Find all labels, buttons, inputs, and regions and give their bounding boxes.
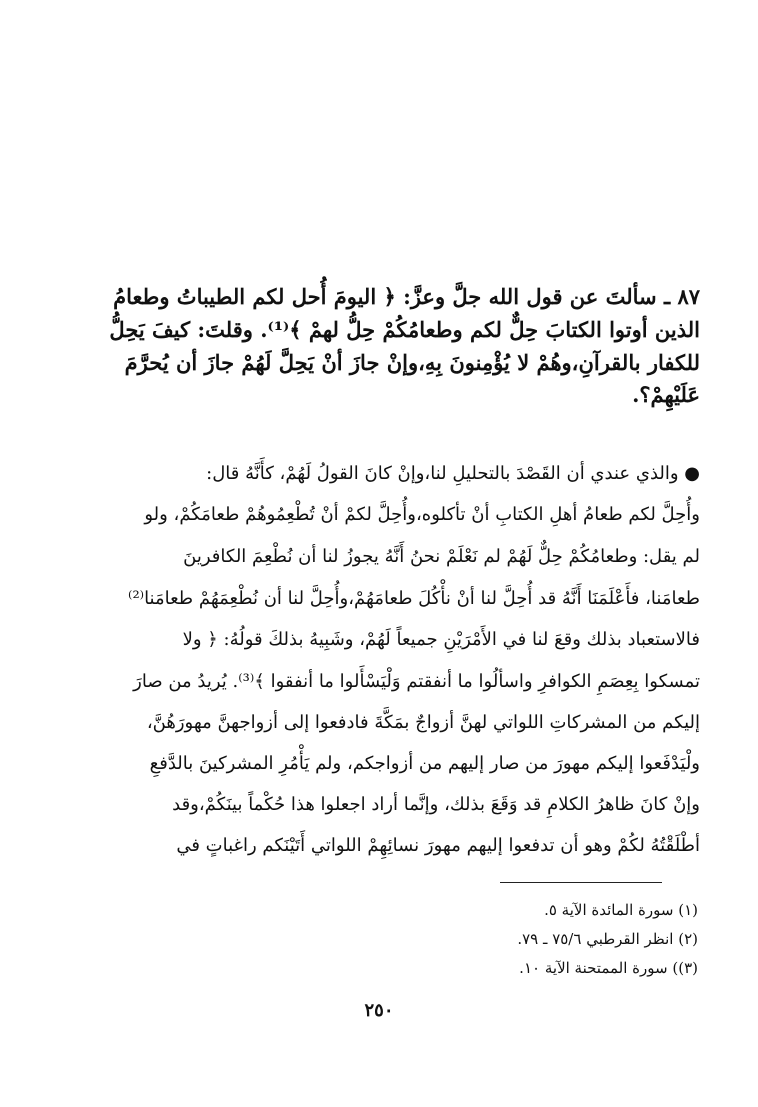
answer-line: لم يقل: وطعامُكُمْ حِلٌّ لَهُمْ لم نَعْلَمْ نحنُ أَنَّهُ يجوزُ لنا أن نُطْعِمَ الكافرينَ <box>183 546 700 567</box>
answer-line: إليكم من المشركاتِ اللواتي لهنَّ أزواجٌ بمَكَّةَ فادفعوا إلى أزواجهنَّ مهورَهُنَّ، <box>146 712 700 733</box>
question-line: للكفار بالقرآنِ،وهُمْ لا يُؤْمِنونَ بِهِ،وإنْ جازَ أنْ يَحِلَّ لَهُمْ جازَ أن يُحرَّمَ <box>124 350 700 375</box>
answer-line: ● والذي عندي أن القَصْدَ بالتحليلِ لنا،وإنْ كانَ القولُ لَهُمْ، كأَنَّهُ قال: <box>206 463 700 484</box>
page-number: ٢٥٠ <box>364 1000 394 1021</box>
footnote: (٣)) سورة الممتحنة الآية ١٠. <box>519 959 698 977</box>
answer-line: وأُحِلَّ لكم طعامُ أهلِ الكتابِ أنْ تأكلوه،وأُحِلَّ لكمْ أنْ تُطْعِمُوهُمْ طعامَكُمْ، ولو <box>144 504 700 525</box>
answer-line: وإنْ كانَ ظاهرُ الكلامِ قد وَقَعَ بذلك، وإنَّما أراد اجعلوا هذا حُكْماً بينَكُمْ،وقد <box>172 794 700 815</box>
answer-line: ولْيَدْفَعوا إليكم مهورَ من صار إليهم من أزواجكم، ولم يَأْمُرِ المشركينَ بالدَّفعِ <box>149 753 700 774</box>
question-line: ٨٧ ـ سألتَ عن قول الله جلَّ وعزَّ: ﴿ اليومَ أُحل لكم الطيباتُ وطعامُ <box>113 284 700 309</box>
question-line: الذين أوتوا الكتابَ حِلٌّ لكم وطعامُكُمْ حِلُّ لهمْ ﴾⁽¹⁾. وقلتَ: كيفَ يَحِلُّ <box>109 317 700 342</box>
answer-line: فالاستعباد بذلك وقعَ لنا في الأَمْرَيْنِ جميعاً لَهُمْ، وشَبِيهُ بذلكَ قولُهُ: ﴿ ولا <box>182 629 700 650</box>
footnote: (١) سورة المائدة الآية ٥. <box>544 901 698 919</box>
footnote-separator <box>500 882 662 883</box>
question-line: عَلَيْهِمْ؟. <box>632 382 700 407</box>
footnote: (٢) انظر القرطبي ٧٥/٦ ـ ٧٩. <box>517 930 698 948</box>
answer-line: أطْلَقْتُهُ لكُمْ وهو أن تدفعوا إليهم مهورَ نسائِهِمْ اللواتي أَتَيْنَكم راغباتٍ في <box>176 835 700 856</box>
answer-line: تمسكوا بِعِصَمِ الكوافرِ واسألُوا ما أنفقتم وَلْيَسْأَلوا ما أنفقوا ﴾⁽³⁾. يُريدُ من صارَ <box>133 671 700 692</box>
answer-line: طعامَنا، فأَعْلَمَنَا أَنَّهُ قد أُحِلَّ لنا أنْ نأْكُلَ طعامَهُمْ،وأُحِلَّ لنا أن نُطْعِمَهُمْ طعامَنا⁽²⁾ <box>128 588 700 609</box>
